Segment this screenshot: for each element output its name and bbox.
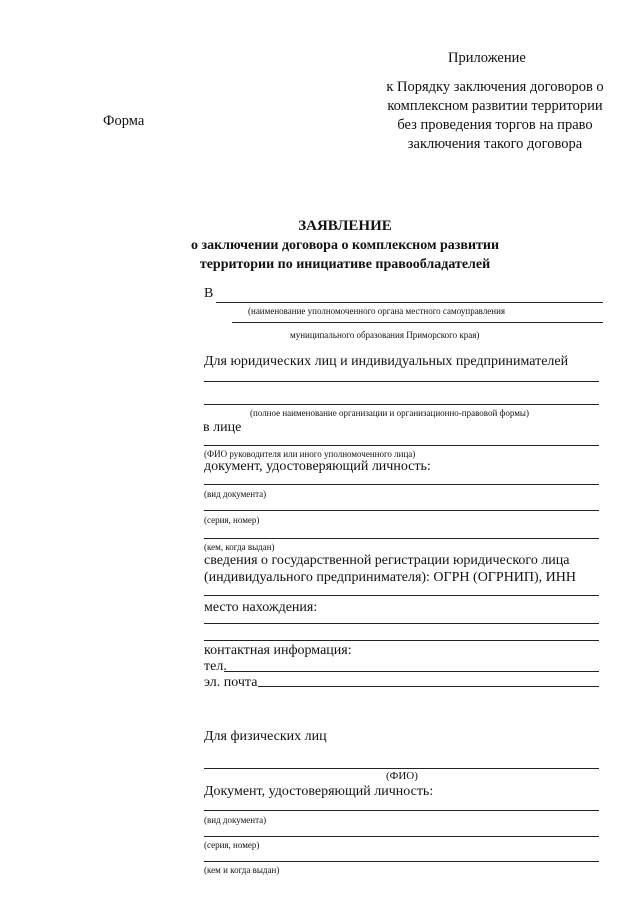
- registration-field[interactable]: [204, 595, 599, 596]
- phone-label: тел.: [204, 659, 227, 674]
- section-title-individual: Для физических лиц: [204, 729, 327, 744]
- email-field[interactable]: [258, 686, 599, 687]
- fio-field[interactable]: [204, 768, 599, 769]
- field-hint: муниципального образования Приморского края): [290, 330, 480, 340]
- title-line: территории по инициативе правообладателей: [199, 257, 491, 272]
- location-field-continued[interactable]: [204, 640, 599, 641]
- location-label: место нахождения:: [204, 600, 318, 615]
- title-heading: ЗАЯВЛЕНИЕ: [298, 218, 392, 234]
- id-document-label: документ, удостоверяющий личность:: [204, 459, 431, 474]
- appendix-label: Приложение: [448, 50, 526, 66]
- registration-label: сведения о государственной регистрации юридического лица: [204, 553, 570, 568]
- phone-field[interactable]: [224, 671, 599, 672]
- appendix-line: заключения такого договора: [407, 136, 583, 152]
- appendix-reference: [360, 78, 630, 154]
- doc-issued-field[interactable]: [204, 538, 599, 539]
- doc-series-field[interactable]: [204, 836, 599, 837]
- doc-type-field[interactable]: [204, 810, 599, 811]
- recipient-prefix: В: [204, 286, 214, 301]
- document-title: [150, 217, 540, 274]
- contacts-label: контактная информация:: [204, 643, 352, 658]
- field-hint: (наименование уполномоченного органа местного самоуправления: [248, 306, 506, 316]
- appendix-line: к Порядку заключения договоров о: [386, 79, 604, 95]
- head-name-field[interactable]: [204, 445, 599, 446]
- field-hint: (ФИО): [386, 770, 418, 782]
- email-label: эл. почта: [204, 675, 258, 690]
- location-field[interactable]: [204, 623, 599, 624]
- section-title-legal: Для юридических лиц и индивидуальных предпринимателей: [204, 354, 569, 369]
- registration-label: (индивидуального предпринимателя): ОГРН (ОГРНИП), ИНН: [204, 570, 577, 585]
- appendix-line: без проведения торгов на право: [397, 117, 593, 133]
- field-hint: (кем, когда выдан): [204, 542, 275, 552]
- doc-series-field[interactable]: [204, 510, 599, 511]
- field-hint: (серия, номер): [204, 840, 260, 850]
- field-hint: (ФИО руководителя или иного уполномоченного лица): [204, 449, 416, 459]
- field-hint: (серия, номер): [204, 515, 260, 525]
- title-line: о заключении договора о комплексном развитии: [190, 238, 500, 253]
- field-hint: (вид документа): [204, 489, 267, 499]
- doc-issued-field[interactable]: [204, 861, 599, 862]
- recipient-field-continued[interactable]: [232, 322, 603, 323]
- field-hint: (кем и когда выдан): [204, 865, 280, 875]
- org-name-field-continued[interactable]: [204, 404, 599, 405]
- id-document-label: Документ, удостоверяющий личность:: [204, 784, 434, 799]
- appendix-line: комплексном развитии территории: [387, 98, 603, 114]
- field-hint: (полное наименование организации и организационно-правовой формы): [250, 408, 529, 418]
- form-label: Форма: [103, 113, 145, 129]
- recipient-field[interactable]: [216, 302, 603, 303]
- field-hint: (вид документа): [204, 815, 267, 825]
- doc-type-field[interactable]: [204, 484, 599, 485]
- in-person-label: в лице: [203, 420, 242, 435]
- org-name-field[interactable]: [204, 381, 599, 382]
